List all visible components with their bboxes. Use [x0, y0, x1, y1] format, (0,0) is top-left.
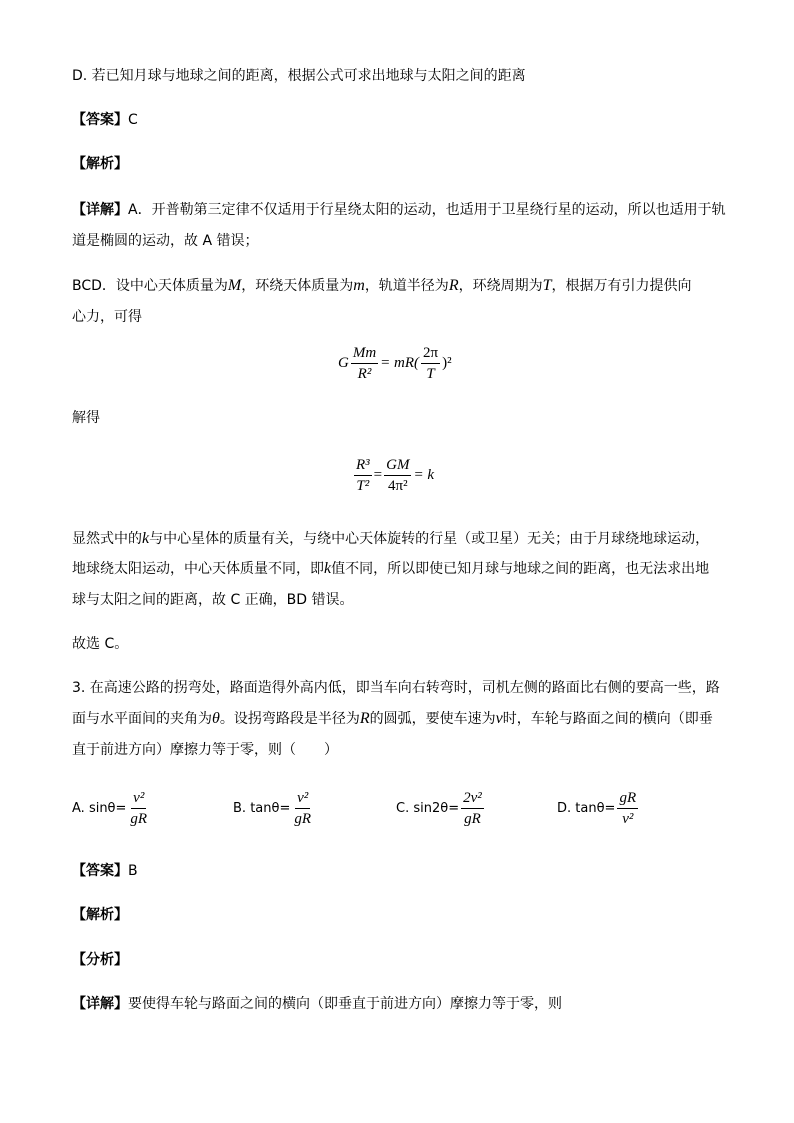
formula1-rhs: = mR(: [380, 355, 420, 371]
var-M: M: [227, 277, 242, 294]
conclusion-text-1: 显然式中的: [72, 531, 142, 547]
option-b-num: v²: [295, 789, 310, 809]
option-c-num: 2v²: [461, 789, 484, 809]
option-b[interactable]: [233, 789, 315, 828]
q3-line-2: [72, 709, 713, 729]
conclusion-text-4: 值不同，所以即使已知月球与地球之间的距离，也无法求出地: [331, 561, 710, 577]
option-c-func: sin2θ=: [413, 801, 460, 816]
formula1-den: R²: [357, 366, 372, 382]
conclusion-line-1: [72, 529, 709, 549]
q3-text-1: 面与水平面间的夹角为: [72, 711, 212, 727]
answer-line-q2: [72, 110, 138, 130]
formula1-close: )²: [442, 355, 452, 371]
option-d-den: v²: [622, 811, 634, 827]
bcd-text-3: ，轨道半径为: [364, 278, 449, 294]
formula2-frac1: [354, 456, 372, 495]
option-d-func: tanθ=: [575, 801, 616, 816]
var-R: R: [448, 277, 459, 294]
bcd-line-2: 心力，可得: [72, 309, 142, 325]
answer-value-q3: B: [128, 863, 138, 879]
option-a-func: sinθ=: [88, 801, 127, 816]
option-d-num: gR: [617, 789, 638, 809]
formula2-den1: T²: [356, 478, 370, 494]
detail-tag: 【详解】: [72, 202, 128, 218]
option-a-den: gR: [130, 811, 148, 827]
option-d-text: D. 若已知月球与地球之间的距离，根据公式可求出地球与太阳之间的距离: [72, 68, 526, 84]
detail-text-1: A．开普勒第三定律不仅适用于行星绕太阳的运动，也适用于卫星绕行星的运动，所以也适用于轨: [128, 202, 726, 218]
formula1-num: Mm: [351, 344, 378, 364]
formula1-G: G: [338, 355, 349, 371]
var-v: v: [495, 710, 503, 727]
option-c-den: gR: [464, 811, 481, 827]
formula2-rhs: = k: [413, 467, 434, 483]
option-b-fraction: [292, 789, 313, 828]
option-a-num: v²: [131, 789, 146, 809]
choose-text: 故选 C。: [72, 636, 129, 652]
option-d[interactable]: [557, 789, 640, 828]
answer-value: C: [128, 112, 138, 128]
var-k: k: [142, 530, 150, 547]
option-b-label: B.: [233, 801, 247, 816]
formula-gravitation: [338, 344, 452, 383]
formula1-inner-den: T: [426, 366, 435, 382]
q3-text-2: 。设拐弯路段是半径为: [219, 711, 360, 727]
bcd-text-2: ，环绕天体质量为: [241, 278, 354, 294]
conclusion-line-2: [72, 559, 709, 579]
bcd-text-5: ，根据万有引力提供向: [551, 278, 692, 294]
q3-text-4: 时，车轮与路面之间的横向（即垂: [502, 711, 713, 727]
option-d-fraction: [617, 789, 638, 828]
option-a-fraction: [128, 789, 149, 828]
detail-text-q3: 要使得车轮与路面之间的横向（即垂直于前进方向）摩擦力等于零，则: [128, 996, 562, 1012]
var-theta: θ: [212, 710, 220, 727]
q3-line-1: 3. 在高速公路的拐弯处，路面造得外高内低，即当车向右转弯时，司机左侧的路面比右侧的要高一些，路: [72, 680, 720, 696]
bcd-line-1: [72, 276, 692, 296]
option-b-den: gR: [294, 811, 312, 827]
q3-text-3: 的圆弧，要使车速为: [369, 711, 496, 727]
conclusion-line-3: 球与太阳之间的距离，故 C 正确，BD 错误。: [72, 592, 354, 608]
var-T: T: [542, 277, 552, 294]
formula1-inner-num: 2π: [421, 344, 440, 364]
detail-line-2: 道是椭圆的运动，故 A 错误；: [72, 233, 259, 249]
option-c-fraction: [461, 789, 484, 828]
formula2-num1: R³: [354, 456, 372, 476]
option-c-label: C.: [396, 801, 410, 816]
detail-line-1: [72, 200, 726, 220]
conclusion-text-3: 地球绕太阳运动，中心天体质量不同，即: [72, 561, 324, 577]
formula2-num2: GM: [384, 456, 411, 476]
fenxi-tag-q3: 【分析】: [72, 952, 128, 968]
var-k-2: k: [324, 560, 332, 577]
answer-line-q3: [72, 861, 138, 881]
analysis-tag: 【解析】: [72, 156, 128, 172]
detail-tag-q3: 【详解】: [72, 996, 128, 1012]
formula2-den2: 4π²: [388, 478, 408, 494]
solve-text: 解得: [72, 410, 100, 426]
formula1-inner-fraction: [421, 344, 440, 383]
formula1-fraction: [351, 344, 378, 383]
detail-line-q3: [72, 994, 562, 1014]
q3-line-3: 直于前进方向）摩擦力等于零，则（ ）: [72, 742, 338, 758]
formula2-frac2: [384, 456, 411, 495]
option-b-func: tanθ=: [250, 801, 291, 816]
option-c[interactable]: [396, 789, 486, 828]
option-a-label: A.: [72, 801, 85, 816]
bcd-text-4: ，环绕周期为: [458, 278, 543, 294]
formula2-eq: =: [373, 467, 383, 483]
formula-kepler: [352, 456, 434, 495]
answer-tag-q3: 【答案】: [72, 863, 128, 879]
option-a[interactable]: [72, 789, 151, 828]
var-R-q3: R: [359, 710, 370, 727]
var-m: m: [353, 277, 365, 294]
conclusion-text-2: 与中心星体的质量有关，与绕中心天体旋转的行星（或卫星）无关；由于月球绕地球运动，: [149, 531, 710, 547]
answer-tag: 【答案】: [72, 112, 128, 128]
bcd-text-1: BCD．设中心天体质量为: [72, 278, 228, 294]
option-d-label: D.: [557, 801, 572, 816]
analysis-tag-q3: 【解析】: [72, 907, 128, 923]
